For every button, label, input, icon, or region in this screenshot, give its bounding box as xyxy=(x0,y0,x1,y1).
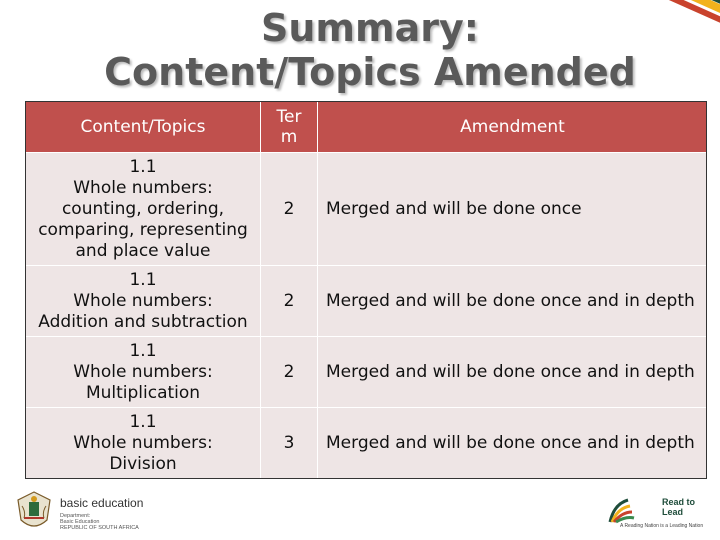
coat-of-arms-icon xyxy=(14,490,54,534)
logo-tagline: A Reading Nation is a Leading Nation xyxy=(620,523,704,529)
topic-number: 1.1 xyxy=(129,340,157,361)
topic-number: 1.1 xyxy=(129,411,157,432)
topic-line: Whole numbers: xyxy=(73,177,213,198)
topic-line: Whole numbers: xyxy=(73,432,213,453)
topic-cell xyxy=(26,153,261,266)
header-term: Ter m xyxy=(261,102,318,153)
header-amendment: Amendment xyxy=(318,102,708,153)
topic-line: comparing, representing xyxy=(38,219,248,240)
amendment-cell: Merged and will be done once and in depth xyxy=(318,337,708,408)
logo-line: REPUBLIC OF SOUTH AFRICA xyxy=(60,525,139,531)
term-cell: 2 xyxy=(261,266,318,337)
topic-line: Whole numbers: xyxy=(73,361,213,382)
header-topics: Content/Topics xyxy=(26,102,261,153)
table-row xyxy=(26,337,708,408)
topic-number: 1.1 xyxy=(129,269,157,290)
topic-cell xyxy=(26,266,261,337)
amendment-cell: Merged and will be done once and in depth xyxy=(318,266,708,337)
topic-line: Division xyxy=(109,453,177,474)
table-row xyxy=(26,266,708,337)
table-row xyxy=(26,153,708,266)
term-cell: 2 xyxy=(261,153,318,266)
open-book-icon xyxy=(604,490,664,526)
read-to-lead-logo xyxy=(604,488,716,536)
logo-name: Read to Lead xyxy=(662,497,696,517)
topic-line: Whole numbers: xyxy=(73,290,213,311)
table-header-row xyxy=(26,102,708,153)
topic-line: Multiplication xyxy=(85,382,201,403)
logo-line: Department: xyxy=(60,513,91,519)
table-row xyxy=(26,408,708,479)
logo-name: basic education xyxy=(60,496,144,510)
topic-number: 1.1 xyxy=(129,156,157,177)
term-cell: 3 xyxy=(261,408,318,479)
topic-cell xyxy=(26,408,261,479)
amendment-cell: Merged and will be done once and in depth xyxy=(318,408,708,479)
logo-line: Basic Education xyxy=(60,519,100,525)
amendment-cell: Merged and will be done once xyxy=(318,153,708,266)
topic-line: and place value xyxy=(75,240,211,261)
basic-education-logo xyxy=(10,488,210,536)
topic-line: Addition and subtraction xyxy=(38,311,248,332)
term-cell: 2 xyxy=(261,337,318,408)
slide-title: Summary: Content/Topics Amended xyxy=(104,6,636,94)
topic-cell xyxy=(26,337,261,408)
topic-line: counting, ordering, xyxy=(61,198,225,219)
summary-table xyxy=(25,101,708,479)
